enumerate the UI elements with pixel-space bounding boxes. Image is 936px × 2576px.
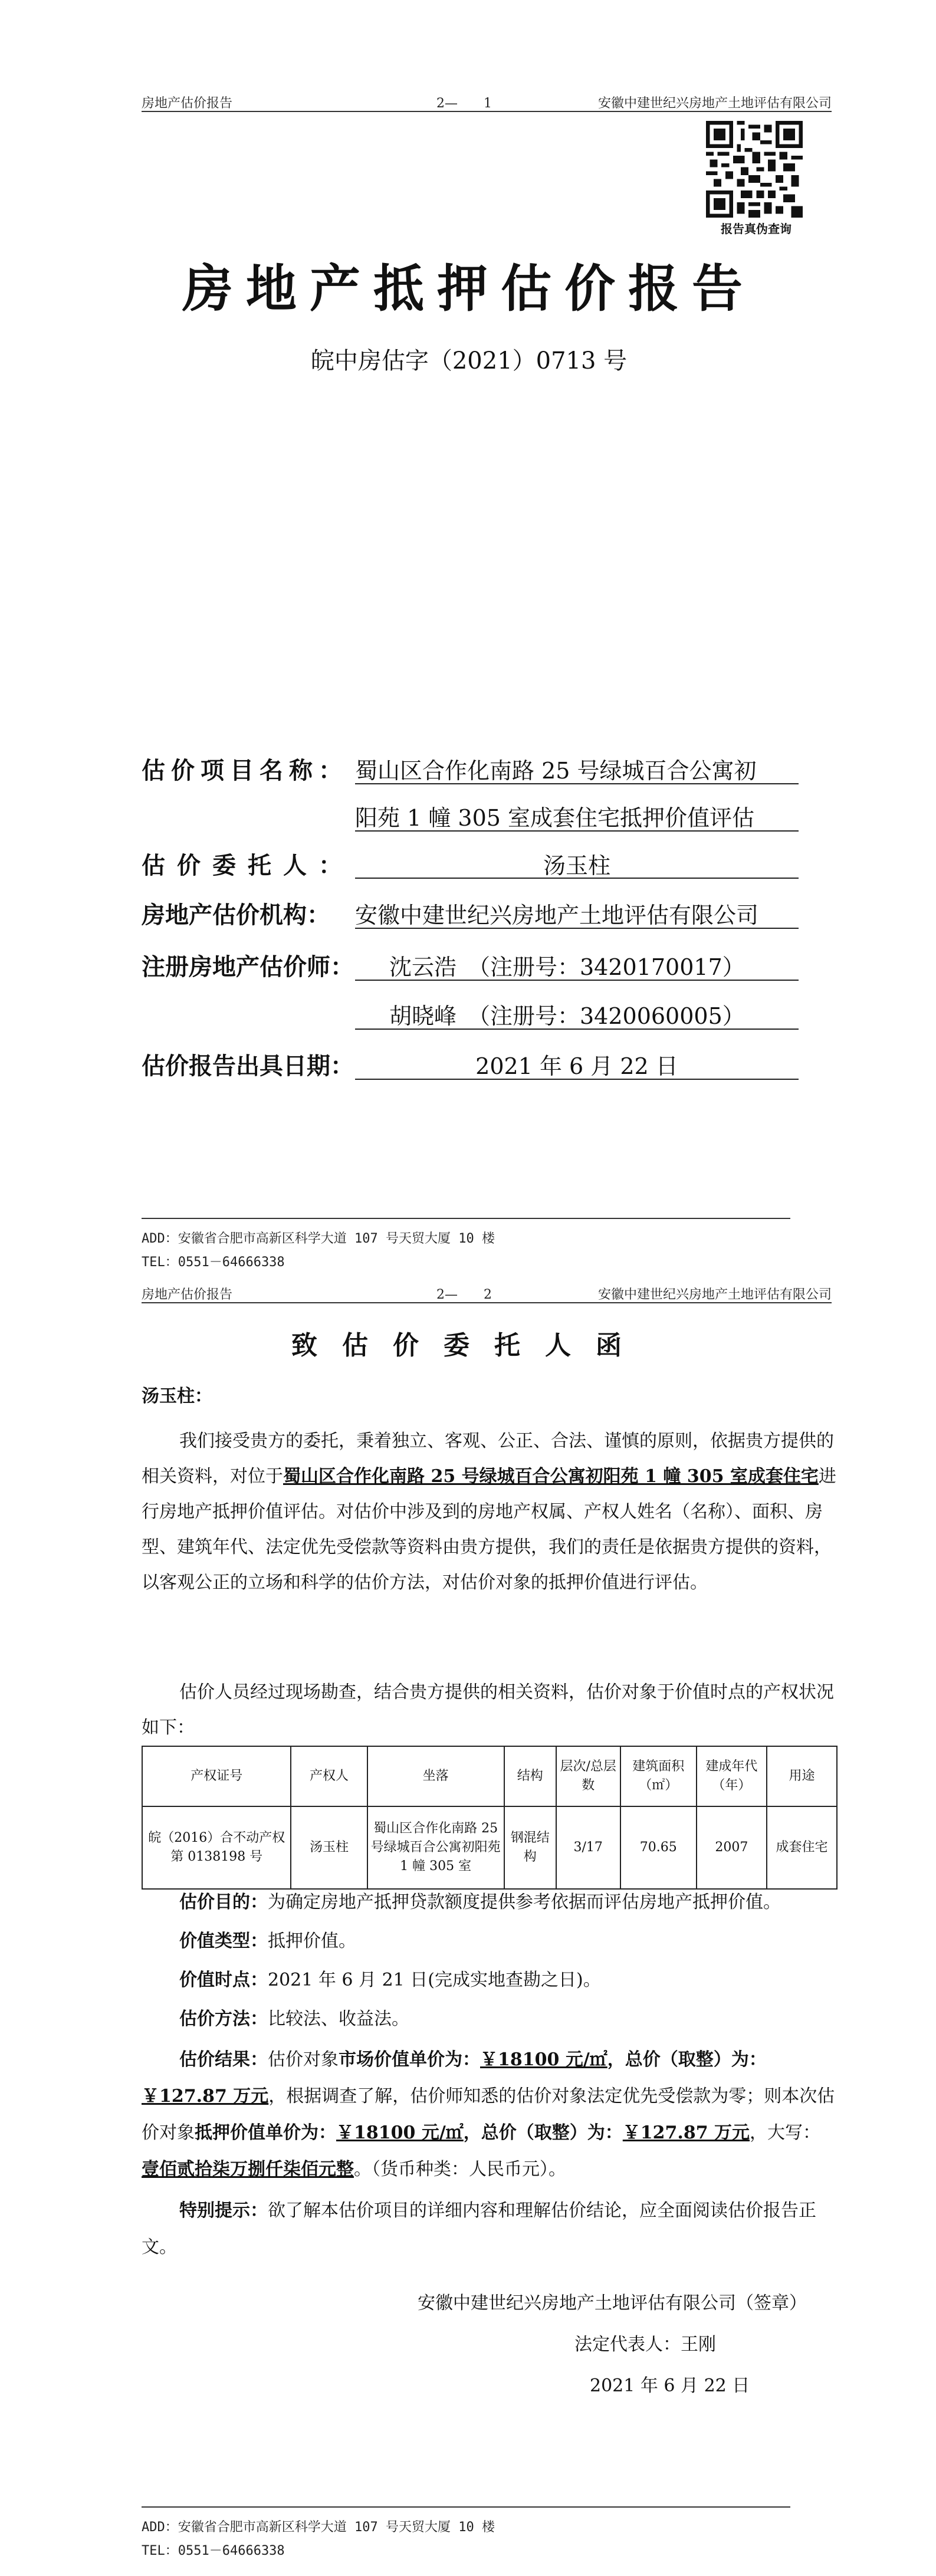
footer-phone: TEL：0551－64666338: [142, 1255, 285, 1270]
table-header-cell: 产权证号: [142, 1746, 291, 1806]
table-header-cell: 建成年代（年）: [697, 1746, 767, 1806]
value-date-text: 2021 年 6 月 21 日(完成实地查勘之日)。: [268, 1970, 601, 1990]
page2-footer: [142, 2506, 790, 2563]
purpose-section: [142, 1886, 838, 1919]
note-text: 欲了解本估价项目的详细内容和理解估价结论，应全面阅读估价报告正文。: [142, 2200, 816, 2258]
project-name-label: 估价项目名称：: [142, 757, 348, 784]
footer-rule: [142, 1218, 790, 1219]
client-label: 估价委托人：: [142, 852, 354, 879]
issue-date-label: 估价报告出具日期：: [142, 1052, 354, 1080]
purpose-text: 为确定房地产抵押贷款额度提供参考依据而评估房地产抵押价值。: [268, 1892, 781, 1913]
header-page-number: 2— 2: [436, 1287, 492, 1302]
header-report-name: 房地产估价报告: [142, 96, 233, 111]
note-label: 特别提示：: [179, 2200, 268, 2221]
underline: [355, 878, 799, 879]
issue-date-value: 2021 年 6 月 22 日: [475, 1053, 678, 1079]
page2-header: [142, 1280, 832, 1303]
value-type-label: 价值类型：: [179, 1931, 268, 1951]
purpose-label: 估价目的：: [179, 1892, 268, 1913]
letter-paragraph-1: 我们接受贵方的委托，秉着独立、客观、公正、合法、谨慎的原则，依据贵方提供的相关资料，对位于蜀山区合作化南路 25 号绿城百合公寓初阳苑 1 幢 305 室成套住宅进行房地产抵押价值评估。对估价中涉及到的房地产权属、产权人姓名（名称）、面积、房型、建筑年代、法定优先受偿款等资料由贵方提供，我们的责任是依据贵方提供的资料，以客观公正的立场和科学的估价方法，对估价对象的抵押价值进行评估。: [142, 1431, 836, 1593]
signature-date: 2021 年 6 月 22 日: [590, 2375, 750, 2396]
table-header-cell: 建筑面积（㎡）: [620, 1746, 697, 1806]
header-page-number: 2— 1: [436, 96, 492, 111]
project-name-line1: 蜀山区合作化南路 25 号绿城百合公寓初: [355, 758, 757, 784]
mortgage-unit-price: ￥18100 元/㎡: [336, 2122, 464, 2143]
method-text: 比较法、收益法。: [268, 2009, 409, 2029]
footer-rule: [142, 2506, 790, 2508]
letter-salutation: 汤玉柱：: [142, 1386, 212, 1407]
appraiser-2: 胡晓峰 （注册号：3420060005）: [389, 1003, 745, 1029]
value-type-text: 抵押价值。: [268, 1931, 356, 1951]
market-unit-price: ￥18100 元/㎡: [480, 2049, 607, 2070]
qr-code-icon[interactable]: [706, 121, 803, 218]
page1-footer: [142, 1218, 790, 1274]
note-section: [142, 2193, 838, 2266]
report-title: 房地产抵押估价报告: [182, 259, 756, 318]
header-report-name: 房地产估价报告: [142, 1287, 233, 1302]
underline: [355, 830, 799, 832]
footer-address: ADD：安徽省合肥市高新区科学大道 107 号天贸大厦 10 楼: [142, 2520, 495, 2535]
table-header-cell: 层次/总层数: [556, 1746, 620, 1806]
table-header-cell: 用途: [767, 1746, 837, 1806]
header-rule: [142, 111, 832, 112]
underline: [355, 783, 799, 784]
underline: [355, 928, 799, 929]
header-company: 安徽中建世纪兴房地产土地评估有限公司: [597, 96, 832, 111]
method-label: 估价方法：: [179, 2009, 268, 2029]
footer-phone: TEL：0551－64666338: [142, 2544, 285, 2558]
underline: [355, 1029, 799, 1030]
table-cell-structure: 钢混结构: [504, 1806, 556, 1889]
table-cell-year: 2007: [697, 1806, 767, 1889]
agency-value: 安徽中建世纪兴房地产土地评估有限公司: [355, 902, 759, 928]
table-cell-owner: 汤玉柱: [291, 1806, 367, 1889]
market-total-price: ￥127.87 万元: [142, 2086, 269, 2107]
table-row: [142, 1806, 837, 1889]
footer-address: ADD：安徽省合肥市高新区科学大道 107 号天贸大厦 10 楼: [142, 1231, 495, 1246]
table-header-cell: 产权人: [291, 1746, 367, 1806]
result-label: 估价结果：: [179, 2049, 268, 2070]
page1-header: [142, 88, 832, 112]
mortgage-total-price: ￥127.87 万元: [622, 2122, 750, 2143]
property-location: 蜀山区合作化南路 25 号绿城百合公寓初阳苑 1 幢 305 室成套住宅: [283, 1466, 819, 1487]
report-reference-number: 皖中房估字（2021）0713 号: [310, 347, 628, 374]
underline: [355, 980, 799, 981]
underline: [355, 1079, 799, 1080]
amount-in-words: 壹佰贰拾柒万捌仟柒佰元整: [142, 2159, 354, 2180]
table-header-row: [142, 1746, 837, 1806]
table-cell-floor: 3/17: [556, 1806, 620, 1889]
client-value: 汤玉柱: [543, 853, 610, 879]
appraiser-1: 沈云浩 （注册号：3420170017）: [389, 954, 745, 980]
value-date-section: [142, 1964, 838, 1997]
table-cell-use: 成套住宅: [767, 1806, 837, 1889]
agency-label: 房地产估价机构：: [142, 901, 330, 929]
project-name-line2: 阳苑 1 幢 305 室成套住宅抵押价值评估: [355, 805, 755, 831]
table-cell-location: 蜀山区合作化南路 25 号绿城百合公寓初阳苑 1 幢 305 室: [367, 1806, 504, 1889]
table-header-cell: 结构: [504, 1746, 556, 1806]
method-section: [142, 2003, 838, 2036]
value-date-label: 价值时点：: [179, 1970, 268, 1990]
header-rule: [142, 1302, 832, 1303]
table-header-cell: 坐落: [367, 1746, 504, 1806]
property-rights-table: [142, 1746, 838, 1890]
letter-paragraph-2: 估价人员经过现场勘查，结合贵方提供的相关资料，估价对象于价值时点的产权状况如下：: [142, 1682, 834, 1738]
signature-company: 安徽中建世纪兴房地产土地评估有限公司（签章）: [418, 2293, 807, 2314]
qr-caption: 报告真伪查询: [721, 222, 792, 236]
header-company: 安徽中建世纪兴房地产土地评估有限公司: [597, 1287, 832, 1302]
table-cell-cert-no: 皖（2016）合不动产权第 0138198 号: [142, 1806, 291, 1889]
appraiser-label: 注册房地产估价师：: [142, 953, 354, 981]
letter-title: 致估价委托人函: [291, 1330, 646, 1361]
signature-legal-rep: 法定代表人：王刚: [574, 2334, 716, 2355]
table-cell-area: 70.65: [620, 1806, 697, 1889]
value-type-section: [142, 1925, 838, 1958]
result-section: 估价结果：估价对象市场价值单价为：￥18100 元/㎡，总价（取整）为：￥127.87 万元，根据调查了解，估价师知悉的估价对象法定优先受偿款为零；则本次估价对象抵押价值单价为：￥18100 元/㎡，总价（取整）为：￥127.87 万元，大写：壹佰贰拾柒万捌仟柒佰元整。（货币种类：人民币元）。: [142, 2049, 835, 2180]
